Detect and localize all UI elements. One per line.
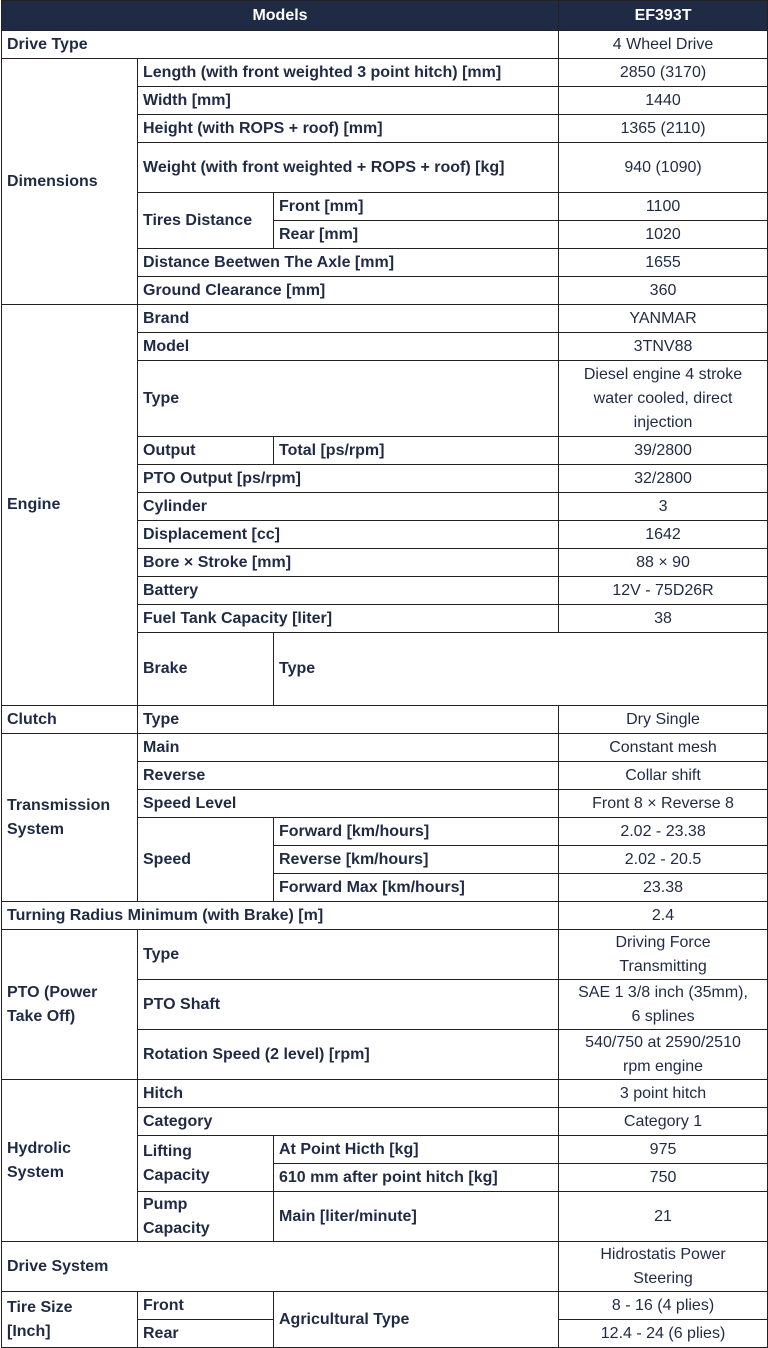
- engine-type-line-3: injection: [633, 413, 693, 431]
- hydrolic-line-2: System: [7, 1163, 64, 1181]
- engine-model-value: 3TNV88: [559, 333, 768, 361]
- hydrolic-line-1: Hydrolic: [7, 1139, 72, 1157]
- pump-line-1: Pump: [143, 1195, 188, 1213]
- trans-main-value: Constant mesh: [559, 734, 768, 762]
- engine-model-label: Model: [138, 333, 559, 361]
- bore-stroke-label: Bore × Stroke [mm]: [138, 549, 559, 577]
- axle-label: Distance Beetwen The Axle [mm]: [138, 249, 559, 277]
- pto-shaft-value: [559, 980, 768, 1030]
- tire-front-value: 8 - 16 (4 plies): [559, 1292, 768, 1320]
- pump-line-2: Capacity: [143, 1219, 210, 1237]
- group-pto: [2, 930, 138, 1080]
- fuel-tank-value: 38: [559, 605, 768, 633]
- trans-main-label: Main: [138, 734, 559, 762]
- displacement-label: Displacement [cc]: [138, 521, 559, 549]
- speed-level-value: Front 8 × Reverse 8: [559, 790, 768, 818]
- row-pto-type: [2, 930, 768, 980]
- pto-type-line-2: Transmitting: [619, 957, 707, 975]
- tires-rear-value: 1020: [559, 221, 768, 249]
- lifting-line-2: Capacity: [143, 1166, 210, 1184]
- trans-reverse-label: Reverse: [138, 762, 559, 790]
- speed-reverse-value: 2.02 - 20.5: [559, 846, 768, 874]
- group-tire-size: [2, 1292, 138, 1348]
- speed-forward-max-label: Forward Max [km/hours]: [274, 874, 559, 902]
- category-label: Category: [138, 1108, 559, 1136]
- clearance-label: Ground Clearance [mm]: [138, 277, 559, 305]
- battery-label: Battery: [138, 577, 559, 605]
- tires-front-label: Front [mm]: [274, 193, 559, 221]
- weight-label: Weight (with front weighted + ROPS + roof) [kg]: [138, 143, 559, 193]
- transmission-line-2: System: [7, 820, 64, 838]
- cylinder-label: Cylinder: [138, 493, 559, 521]
- pump-value: 21: [559, 1192, 768, 1242]
- clutch-type-label: Type: [138, 706, 559, 734]
- length-value: 2850 (3170): [559, 59, 768, 87]
- pump-capacity-label: [138, 1192, 274, 1242]
- engine-brand-value: YANMAR: [559, 305, 768, 333]
- row-length: [2, 59, 768, 87]
- lifting-point-value: 975: [559, 1136, 768, 1164]
- pto-shaft-line-2: 6 splines: [631, 1007, 695, 1025]
- pump-sub-label: Main [liter/minute]: [274, 1192, 559, 1242]
- row-hitch: [2, 1080, 768, 1108]
- group-brake: Brake: [138, 633, 274, 706]
- row-tire-front: [2, 1292, 768, 1320]
- tires-distance-label: Tires Distance: [138, 193, 274, 249]
- lifting-capacity-label: [138, 1136, 274, 1192]
- header-row: [2, 1, 768, 31]
- hitch-value: 3 point hitch: [559, 1080, 768, 1108]
- tires-front-value: 1100: [559, 193, 768, 221]
- drive-system-line-1: Hidrostatis Power: [600, 1245, 726, 1263]
- brake-type-label: Type: [274, 633, 768, 706]
- height-value: 1365 (2110): [559, 115, 768, 143]
- bore-stroke-value: 88 × 90: [559, 549, 768, 577]
- clutch-type-value: Dry Single: [559, 706, 768, 734]
- row-drive-system: [2, 1242, 768, 1292]
- cylinder-value: 3: [559, 493, 768, 521]
- speed-forward-label: Forward [km/hours]: [274, 818, 559, 846]
- group-engine: Engine: [2, 305, 138, 706]
- tire-type-label: Agricultural Type: [274, 1292, 559, 1348]
- drive-system-line-2: Steering: [633, 1269, 693, 1287]
- lifting-line-1: Lifting: [143, 1142, 192, 1160]
- row-drive-type: [2, 31, 768, 59]
- pto-shaft-label: PTO Shaft: [138, 980, 559, 1030]
- engine-brand-label: Brand: [138, 305, 559, 333]
- lifting-after-value: 750: [559, 1164, 768, 1192]
- tire-front-label: Front: [138, 1292, 274, 1320]
- group-hydrolic: [2, 1080, 138, 1242]
- speed-label: Speed: [138, 818, 274, 902]
- tire-size-line-2: [Inch]: [7, 1322, 51, 1340]
- battery-value: 12V - 75D26R: [559, 577, 768, 605]
- drive-type-value: 4 Wheel Drive: [559, 31, 768, 59]
- turning-radius-label: Turning Radius Minimum (with Brake) [m]: [2, 902, 559, 930]
- turning-radius-value: 2.4: [559, 902, 768, 930]
- transmission-line-1: Transmission: [7, 796, 111, 814]
- drive-system-value: [559, 1242, 768, 1292]
- pto-output-label: PTO Output [ps/rpm]: [138, 465, 559, 493]
- tire-rear-label: Rear: [138, 1320, 274, 1348]
- engine-type-line-1: Diesel engine 4 stroke: [583, 365, 743, 383]
- pto-output-value: 32/2800: [559, 465, 768, 493]
- engine-type-label: Type: [138, 361, 559, 437]
- pto-rotation-line-1: 540/750 at 2590/2510: [585, 1033, 741, 1051]
- axle-value: 1655: [559, 249, 768, 277]
- pto-line-2: Take Off): [7, 1007, 76, 1025]
- tires-rear-label: Rear [mm]: [274, 221, 559, 249]
- group-transmission: [2, 734, 138, 902]
- speed-forward-value: 2.02 - 23.38: [559, 818, 768, 846]
- width-value: 1440: [559, 87, 768, 115]
- drive-type-label: Drive Type: [2, 31, 559, 59]
- lifting-after-label: 610 mm after point hitch [kg]: [274, 1164, 559, 1192]
- row-trans-main: [2, 734, 768, 762]
- pto-rotation-value: [559, 1030, 768, 1080]
- speed-level-label: Speed Level: [138, 790, 559, 818]
- spec-table: [1, 0, 768, 1348]
- speed-forward-max-value: 23.38: [559, 874, 768, 902]
- pto-rotation-line-2: rpm engine: [623, 1057, 704, 1075]
- pto-shaft-line-1: SAE 1 3/8 inch (35mm),: [578, 983, 748, 1001]
- speed-reverse-label: Reverse [km/hours]: [274, 846, 559, 874]
- pto-type-label: Type: [138, 930, 559, 980]
- group-dimensions: Dimensions: [2, 59, 138, 305]
- drive-system-label: Drive System: [2, 1242, 559, 1292]
- height-label: Height (with ROPS + roof) [mm]: [138, 115, 559, 143]
- row-engine-brand: [2, 305, 768, 333]
- engine-type-line-2: water cooled, direct: [593, 389, 733, 407]
- header-models: Models: [2, 1, 559, 31]
- row-clutch: [2, 706, 768, 734]
- lifting-point-label: At Point Hicth [kg]: [274, 1136, 559, 1164]
- pto-type-line-1: Driving Force: [615, 933, 711, 951]
- width-label: Width [mm]: [138, 87, 559, 115]
- engine-output-label: Output: [138, 437, 274, 465]
- engine-type-value: [559, 361, 768, 437]
- category-value: Category 1: [559, 1108, 768, 1136]
- pto-line-1: PTO (Power: [7, 983, 98, 1001]
- engine-output-sub-label: Total [ps/rpm]: [274, 437, 559, 465]
- weight-value: 940 (1090): [559, 143, 768, 193]
- header-model-name: EF393T: [559, 1, 768, 31]
- tire-size-line-1: Tire Size: [7, 1298, 73, 1316]
- group-clutch: Clutch: [2, 706, 138, 734]
- fuel-tank-label: Fuel Tank Capacity [liter]: [138, 605, 559, 633]
- trans-reverse-value: Collar shift: [559, 762, 768, 790]
- engine-output-value: 39/2800: [559, 437, 768, 465]
- length-label: Length (with front weighted 3 point hitch) [mm]: [138, 59, 559, 87]
- pto-type-value: [559, 930, 768, 980]
- pto-rotation-label: Rotation Speed (2 level) [rpm]: [138, 1030, 559, 1080]
- hitch-label: Hitch: [138, 1080, 559, 1108]
- tire-rear-value: 12.4 - 24 (6 plies): [559, 1320, 768, 1348]
- clearance-value: 360: [559, 277, 768, 305]
- displacement-value: 1642: [559, 521, 768, 549]
- row-turning-radius: [2, 902, 768, 930]
